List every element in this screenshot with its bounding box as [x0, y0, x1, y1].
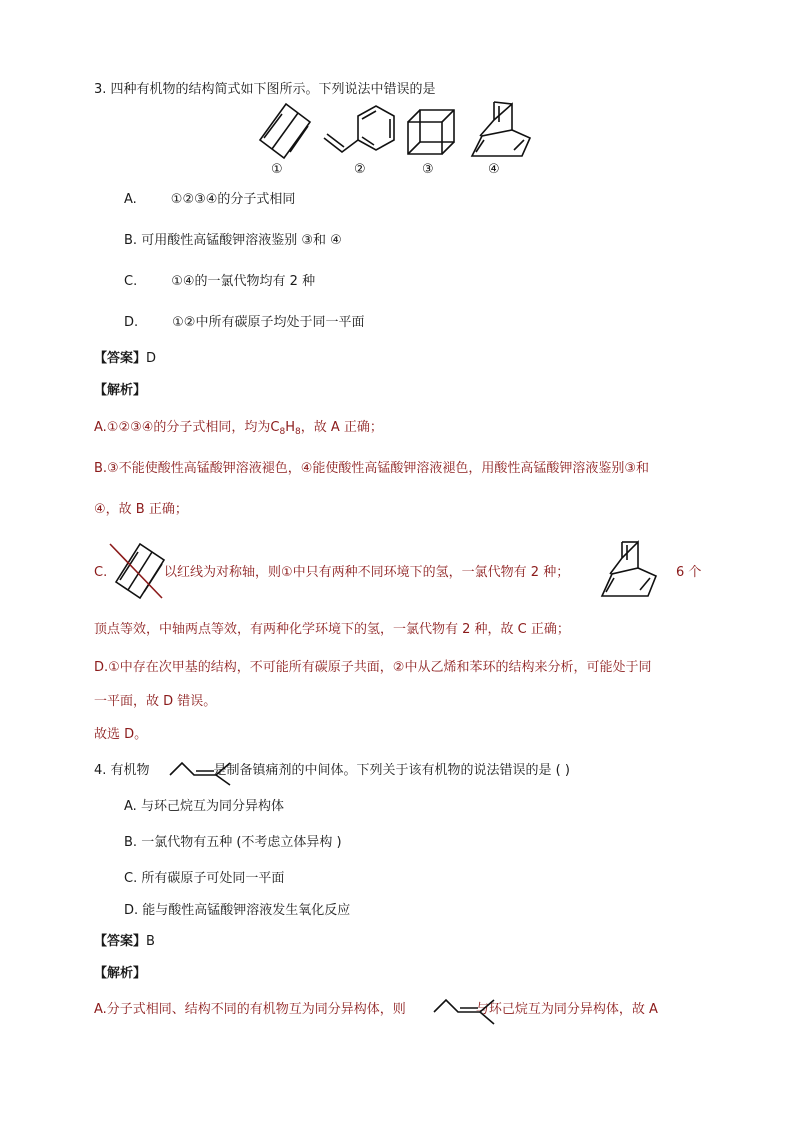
option-letter: A.	[124, 192, 137, 207]
analysis-text: 与环己烷互为同分异构体，故 A	[475, 1002, 658, 1017]
q4-analysis-molecule-icon	[432, 994, 500, 1026]
q4-analysis-a	[94, 1000, 658, 1020]
molecule-2-icon	[324, 106, 394, 152]
option-letter: D.	[124, 903, 139, 918]
answer-label: 【答案】	[94, 351, 147, 366]
molecule-3-icon	[408, 110, 454, 154]
option-text: 能与酸性高锰酸钾溶液发生氧化反应	[142, 903, 351, 918]
option-text: 一氯代物有五种 (不考虑立体异构 )	[141, 835, 342, 850]
q3-analysis-c2: 顶点等效，中轴两点等效，有两种化学环境下的氢，一氯代物有 2 种，故 C 正确；	[94, 622, 570, 637]
q3-stem: 3. 四种有机物的结构简式如下图所示。下列说法中错误的是	[94, 82, 436, 97]
q4-option-a	[124, 797, 284, 817]
option-letter: C.	[124, 871, 138, 886]
formula-h: H	[285, 420, 296, 435]
q3-analysis-c-prefix: C.	[94, 565, 108, 580]
figure-label-2: ②	[354, 162, 366, 177]
symmetry-axis-molecule-1-icon	[106, 540, 166, 602]
q4-stem-start: 4. 有机物	[94, 763, 150, 778]
molecule-4-icon	[472, 102, 530, 156]
option-text: 可用酸性高锰酸钾溶液鉴别 ③和 ④	[141, 233, 342, 248]
figure-label-3: ③	[422, 162, 434, 177]
figure-label-4: ④	[488, 162, 500, 177]
q4-analysis-label: 【解析】	[94, 966, 147, 981]
q3-analysis-c1: 以红线为对称轴，则①中只有两种不同环境下的氢，一氯代物有 2 种；	[164, 565, 570, 580]
formula-c-subscript: 8	[279, 427, 286, 437]
q3-option-d	[124, 313, 364, 333]
q4-stem-end: 是制备镇痛剂的中间体。下列关于该有机物的说法错误的是 ( )	[213, 763, 570, 778]
answer-value: D	[146, 351, 157, 366]
option-letter: C.	[124, 274, 138, 289]
option-letter: A.	[124, 799, 137, 814]
q4-option-b	[124, 833, 342, 853]
answer-label: 【答案】	[94, 934, 147, 949]
q3-option-c	[124, 272, 315, 292]
option-text: ①②中所有碳原子均处于同一平面	[172, 315, 365, 330]
molecule-4-icon	[598, 540, 660, 600]
q3-analysis-c1-end: 6 个	[676, 565, 702, 580]
q4-stem	[94, 761, 570, 781]
q3-structures-figure	[250, 100, 540, 162]
q3-analysis-d1: D.①中存在次甲基的结构，不可能所有碳原子共面，②中从乙烯和苯环的结构来分析，可能处于同	[94, 660, 652, 675]
q3-conclusion: 故选 D。	[94, 727, 148, 742]
q4-option-c	[124, 869, 284, 889]
q3-option-b	[124, 231, 342, 251]
q3-analysis-b2: ④，故 B 正确；	[94, 502, 188, 517]
option-text: 与环己烷互为同分异构体	[140, 799, 284, 814]
figure-label-1: ①	[271, 162, 283, 177]
q3-analysis-b1: B.③不能使酸性高锰酸钾溶液褪色，④能使酸性高锰酸钾溶液褪色，用酸性高锰酸钾溶液鉴别③和	[94, 461, 650, 476]
q3-analysis-label: 【解析】	[94, 383, 147, 398]
q4-answer	[94, 932, 155, 952]
molecule-1-icon	[260, 104, 310, 158]
option-text: 所有碳原子可处同一平面	[141, 871, 285, 886]
option-letter: B.	[124, 835, 138, 850]
formula-h-subscript: 8	[295, 427, 301, 437]
analysis-text: A.分子式相同、结构不同的有机物互为同分异构体，则	[94, 1002, 406, 1017]
option-text: ①④的一氯代物均有 2 种	[171, 274, 316, 289]
option-text: ①②③④的分子式相同	[170, 192, 296, 207]
q3-analysis-d2: 一平面，故 D 错误。	[94, 694, 217, 709]
analysis-text: A.①②③④的分子式相同，均为	[94, 420, 271, 435]
answer-value: B	[146, 934, 155, 949]
option-letter: B.	[124, 233, 138, 248]
q3-analysis-a	[94, 418, 383, 442]
option-letter: D.	[124, 315, 139, 330]
q4-option-d	[124, 901, 350, 921]
formula-c: C	[270, 420, 280, 435]
q3-option-a	[124, 190, 295, 210]
q4-molecule-icon	[168, 757, 234, 787]
analysis-text: ，故 A 正确；	[300, 420, 383, 435]
q3-answer	[94, 349, 156, 369]
